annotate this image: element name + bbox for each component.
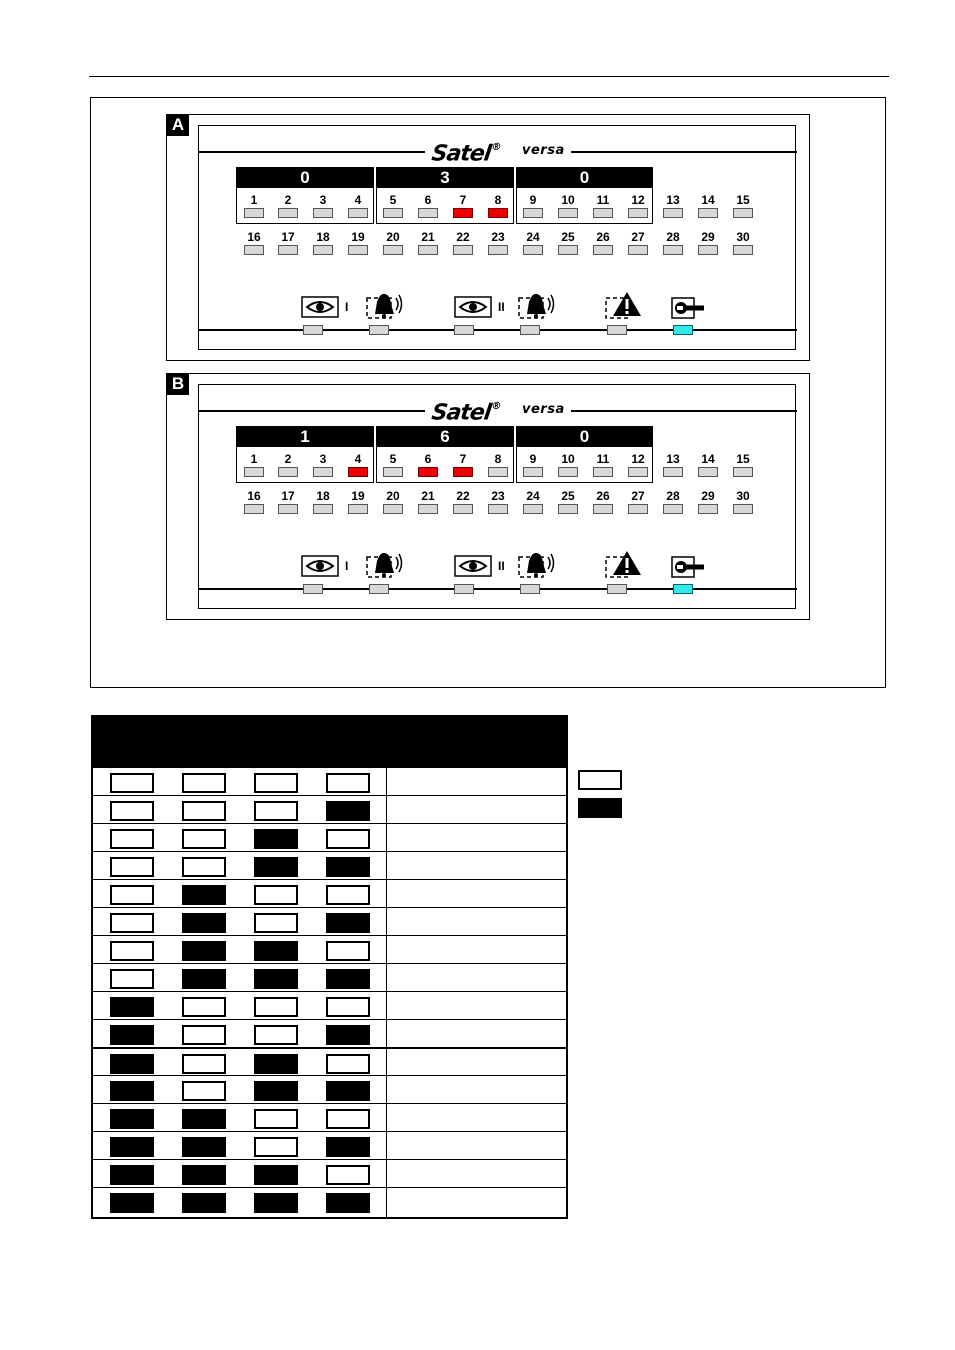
zone-led-7 [453,467,473,477]
zone-number: 26 [596,489,610,503]
zone-number: 14 [701,193,715,207]
zone-led-21 [418,504,438,514]
zone-led-2 [278,467,298,477]
led-unlit-indicator [182,801,226,821]
status-led [454,325,474,335]
zone-led-7 [453,208,473,218]
led-lit-indicator [254,941,298,961]
led-lit-indicator [182,1109,226,1129]
zone-led-4 [348,208,368,218]
led-unlit-indicator [182,829,226,849]
zone-led-29 [698,504,718,514]
led-unlit-indicator [254,913,298,933]
zone-number: 26 [596,230,610,244]
status-led [607,584,627,594]
zone-led-1 [244,208,264,218]
zone-led-26 [593,245,613,255]
zone-led-14 [698,208,718,218]
model-name: versa [522,402,565,417]
led-unlit-indicator [182,1081,226,1101]
status-rule [199,329,797,331]
led-lit-indicator [182,913,226,933]
zone-number: 19 [351,489,365,503]
zone-led-9 [523,208,543,218]
led-lit-indicator [254,969,298,989]
zone-led-2 [278,208,298,218]
service-wrench-icon [671,296,707,325]
led-lit-indicator [326,857,370,877]
group-count-display: 6 [377,427,513,447]
led-lit-indicator [326,1137,370,1157]
led-unlit-indicator [254,801,298,821]
led-lit-indicator [254,1054,298,1074]
led-unlit-indicator [182,773,226,793]
led-lit-indicator [182,1137,226,1157]
zone-led-20 [383,504,403,514]
zone-number: 21 [421,489,435,503]
table-row [93,1131,566,1159]
zone-number: 2 [284,452,292,466]
led-unlit-indicator [254,1137,298,1157]
zone-led-27 [628,504,648,514]
zone-number: 20 [386,489,400,503]
zone-led-16 [244,504,264,514]
zone-led-19 [348,504,368,514]
led-unlit-indicator [110,941,154,961]
zone-led-25 [558,504,578,514]
partition-label: I [345,300,349,314]
table-row [93,907,566,935]
zone-number: 7 [459,452,467,466]
zone-led-13 [663,208,683,218]
zone-number: 22 [456,230,470,244]
zone-number: 30 [736,230,750,244]
zone-number: 8 [494,193,502,207]
zone-led-26 [593,504,613,514]
zone-number: 22 [456,489,470,503]
alarm-bell-icon [366,549,404,584]
partition-label: II [498,559,505,573]
zone-number: 15 [736,452,750,466]
zone-number: 10 [561,193,575,207]
legend-key-on [578,798,622,818]
partition-label: II [498,300,505,314]
zone-number: 29 [701,489,715,503]
zone-led-5 [383,467,403,477]
zone-number: 9 [529,193,537,207]
zone-led-22 [453,245,473,255]
led-lit-indicator [326,913,370,933]
brand-mark: ® [490,401,502,412]
zone-led-4 [348,467,368,477]
brand-name: Satel [430,141,493,167]
table-row [93,767,566,795]
led-unlit-indicator [254,1025,298,1045]
zone-number: 27 [631,489,645,503]
status-led [520,584,540,594]
zone-number: 16 [247,230,261,244]
table-row [93,823,566,851]
zone-number: 9 [529,452,537,466]
brand-name: Satel [430,400,493,426]
zone-led-11 [593,208,613,218]
led-lit-indicator [110,1025,154,1045]
zone-number: 25 [561,489,575,503]
zone-led-14 [698,467,718,477]
led-lit-indicator [254,1081,298,1101]
zone-number: 25 [561,230,575,244]
zone-number: 23 [491,230,505,244]
zone-led-5 [383,208,403,218]
led-lit-indicator [110,1193,154,1213]
brand-mark: ® [490,142,502,153]
armed-eye-icon [454,296,492,323]
led-unlit-indicator [110,773,154,793]
table-row [93,991,566,1019]
zone-number: 27 [631,230,645,244]
zone-led-11 [593,467,613,477]
zone-number: 3 [319,193,327,207]
zone-led-6 [418,467,438,477]
armed-eye-icon [301,296,339,323]
status-led [673,584,693,594]
zone-number: 24 [526,230,540,244]
led-lit-indicator [326,969,370,989]
status-led [369,584,389,594]
table-row [93,1075,566,1103]
alarm-bell-icon [518,549,556,584]
status-led [303,325,323,335]
status-led [454,584,474,594]
zone-number: 2 [284,193,292,207]
zone-number: 12 [631,452,645,466]
status-led [607,325,627,335]
status-led [673,325,693,335]
zone-led-22 [453,504,473,514]
brand-logo [430,138,502,166]
zone-number: 28 [666,230,680,244]
status-led [520,325,540,335]
zone-number: 17 [281,230,295,244]
group-count-display: 0 [517,168,652,188]
led-unlit-indicator [254,997,298,1017]
table-row [93,1047,566,1075]
alarm-bell-icon [366,290,404,325]
zone-number: 19 [351,230,365,244]
led-unlit-indicator [254,773,298,793]
trouble-warning-icon [605,290,645,325]
zone-led-16 [244,245,264,255]
brand-rule-right [571,410,797,412]
brand-rule-right [571,151,797,153]
zone-led-21 [418,245,438,255]
zone-led-15 [733,467,753,477]
led-unlit-indicator [110,885,154,905]
armed-eye-icon [301,555,339,582]
zone-led-28 [663,504,683,514]
zone-led-12 [628,208,648,218]
zone-led-29 [698,245,718,255]
zone-number: 3 [319,452,327,466]
zone-number: 1 [250,193,258,207]
zone-number: 11 [596,193,610,207]
brand-logo [430,397,502,425]
led-lit-indicator [326,1025,370,1045]
led-lit-indicator [326,801,370,821]
zone-number: 20 [386,230,400,244]
table-row [93,963,566,991]
led-lit-indicator [182,1165,226,1185]
led-unlit-indicator [110,857,154,877]
led-unlit-indicator [326,885,370,905]
zone-number: 5 [389,452,397,466]
zone-led-23 [488,504,508,514]
zone-number: 6 [424,193,432,207]
zone-number: 4 [354,452,362,466]
zone-led-19 [348,245,368,255]
zone-led-12 [628,467,648,477]
zone-number: 24 [526,489,540,503]
table-row [93,795,566,823]
led-unlit-indicator [182,1054,226,1074]
zone-number: 28 [666,489,680,503]
zone-led-1 [244,467,264,477]
led-lit-indicator [254,1193,298,1213]
led-lit-indicator [110,1109,154,1129]
zone-number: 18 [316,230,330,244]
status-rule [199,588,797,590]
group-count-display: 0 [237,168,373,188]
alarm-bell-icon [518,290,556,325]
table-row [93,1103,566,1131]
table-row [93,935,566,963]
zone-number: 16 [247,489,261,503]
zone-number: 4 [354,193,362,207]
table-row [93,1019,566,1047]
panel-label: A [167,114,189,136]
zone-led-24 [523,504,543,514]
group-count-display: 1 [237,427,373,447]
zone-led-18 [313,504,333,514]
partition-label: I [345,559,349,573]
group-count-display: 0 [517,427,652,447]
table-row [93,879,566,907]
led-unlit-indicator [110,913,154,933]
led-lit-indicator [182,1193,226,1213]
zone-number: 13 [666,452,680,466]
led-unlit-indicator [326,829,370,849]
led-lit-indicator [110,997,154,1017]
zone-led-8 [488,208,508,218]
zone-number: 1 [250,452,258,466]
led-unlit-indicator [254,1109,298,1129]
zone-led-17 [278,245,298,255]
zone-led-20 [383,245,403,255]
panel-label: B [167,373,189,395]
zone-led-24 [523,245,543,255]
zone-number: 8 [494,452,502,466]
led-unlit-indicator [326,1054,370,1074]
zone-number: 7 [459,193,467,207]
zone-led-25 [558,245,578,255]
armed-eye-icon [454,555,492,582]
zone-led-10 [558,208,578,218]
zone-led-30 [733,245,753,255]
zone-led-6 [418,208,438,218]
led-lit-indicator [326,1081,370,1101]
zone-led-17 [278,504,298,514]
service-wrench-icon [671,555,707,584]
led-unlit-indicator [326,941,370,961]
led-lit-indicator [182,941,226,961]
led-unlit-indicator [110,801,154,821]
zone-led-8 [488,467,508,477]
zone-led-3 [313,208,333,218]
led-lit-indicator [254,857,298,877]
led-unlit-indicator [326,1165,370,1185]
zone-number: 21 [421,230,435,244]
zone-led-23 [488,245,508,255]
trouble-warning-icon [605,549,645,584]
led-lit-indicator [110,1165,154,1185]
zone-led-27 [628,245,648,255]
led-unlit-indicator [182,997,226,1017]
model-name: versa [522,143,565,158]
zone-number: 14 [701,452,715,466]
led-lit-indicator [254,1165,298,1185]
group-count-display: 3 [377,168,513,188]
zone-number: 15 [736,193,750,207]
zone-number: 23 [491,489,505,503]
led-lit-indicator [254,829,298,849]
zone-number: 29 [701,230,715,244]
status-led [369,325,389,335]
zone-led-10 [558,467,578,477]
zone-number: 12 [631,193,645,207]
status-led [303,584,323,594]
code-table-header [93,717,566,767]
zone-led-28 [663,245,683,255]
table-row [93,1159,566,1187]
legend-key-off [578,770,622,790]
zone-led-18 [313,245,333,255]
brand-rule-left [199,410,425,412]
table-row [93,851,566,879]
led-unlit-indicator [326,1109,370,1129]
zone-number: 30 [736,489,750,503]
led-lit-indicator [182,969,226,989]
zone-number: 17 [281,489,295,503]
code-table [91,715,568,1219]
led-lit-indicator [110,1081,154,1101]
zone-led-30 [733,504,753,514]
zone-led-9 [523,467,543,477]
zone-number: 11 [596,452,610,466]
led-unlit-indicator [182,857,226,877]
zone-number: 6 [424,452,432,466]
led-unlit-indicator [254,885,298,905]
zone-led-3 [313,467,333,477]
zone-number: 5 [389,193,397,207]
led-unlit-indicator [110,829,154,849]
zone-led-15 [733,208,753,218]
led-unlit-indicator [326,773,370,793]
led-unlit-indicator [182,1025,226,1045]
led-lit-indicator [110,1137,154,1157]
table-row [93,1187,566,1215]
zone-number: 13 [666,193,680,207]
zone-number: 10 [561,452,575,466]
page-header-rule [89,76,889,77]
zone-number: 18 [316,489,330,503]
led-lit-indicator [182,885,226,905]
led-unlit-indicator [110,969,154,989]
zone-led-13 [663,467,683,477]
led-lit-indicator [110,1054,154,1074]
led-lit-indicator [326,1193,370,1213]
brand-rule-left [199,151,425,153]
led-unlit-indicator [326,997,370,1017]
